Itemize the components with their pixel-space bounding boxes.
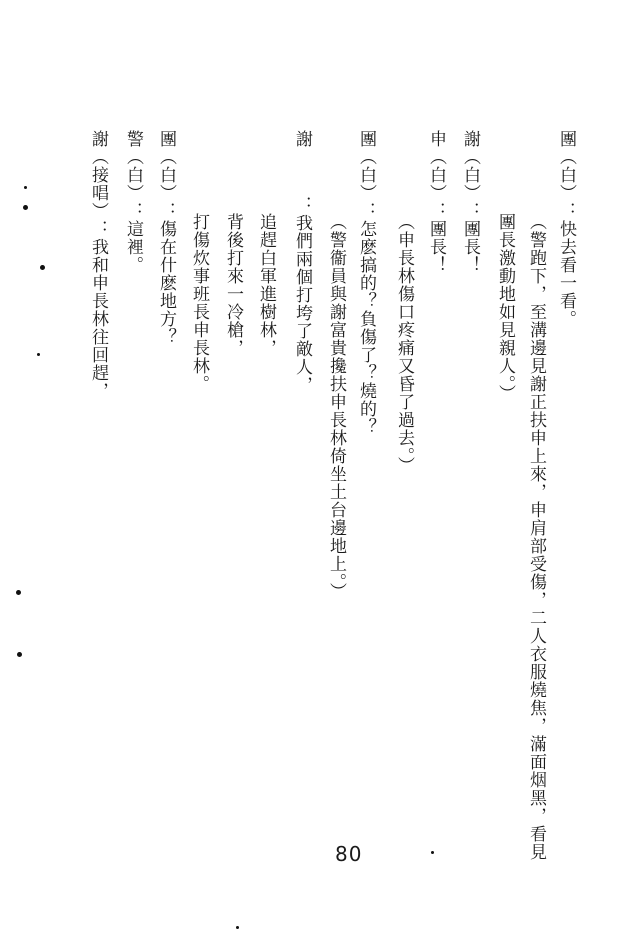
text-column: （警跑下，至溝邊見謝正扶申上來，申肩部受傷，二人衣服燒焦，滿面烟黑，看見: [526, 213, 546, 861]
text-column: 背後打來一冷槍，: [223, 213, 243, 357]
margin-dot: [17, 652, 22, 657]
margin-dot: [236, 926, 239, 929]
text-column: 謝: [292, 130, 312, 148]
margin-dot: [24, 186, 27, 189]
text-column: ：我們兩個打垮了敵人，: [292, 196, 312, 394]
margin-dot: [16, 590, 21, 595]
text-column: 申（白）：團長！: [426, 130, 446, 274]
text-column: （警衞員與謝富貴攙扶申長林倚坐土台邊地上。）: [326, 213, 346, 601]
text-column: 團（白）：怎麽搞的？負傷了？燒的？: [356, 130, 376, 436]
margin-dot: [23, 205, 28, 210]
text-column: 團長激動地如見親人。）: [495, 213, 515, 403]
margin-dot: [431, 851, 434, 854]
text-column: 警（白）：這裡。: [123, 130, 143, 274]
margin-dot: [37, 353, 40, 356]
text-column: 追趕白軍進樹林，: [256, 213, 276, 357]
text-column: 謝（接唱）：我和申長林往回趕，: [88, 130, 108, 400]
margin-dot: [40, 265, 45, 270]
text-column: （申長林傷口疼痛又昏了過去。）: [394, 213, 414, 475]
text-column: 打傷炊事班長申長林。: [189, 213, 209, 393]
text-column: 團（白）：快去看一看。: [556, 130, 576, 328]
text-column: 謝（白）：團長！: [460, 130, 480, 274]
page-number: 80: [335, 842, 363, 866]
text-column: 團（白）：傷在什麽地方？: [156, 130, 176, 346]
